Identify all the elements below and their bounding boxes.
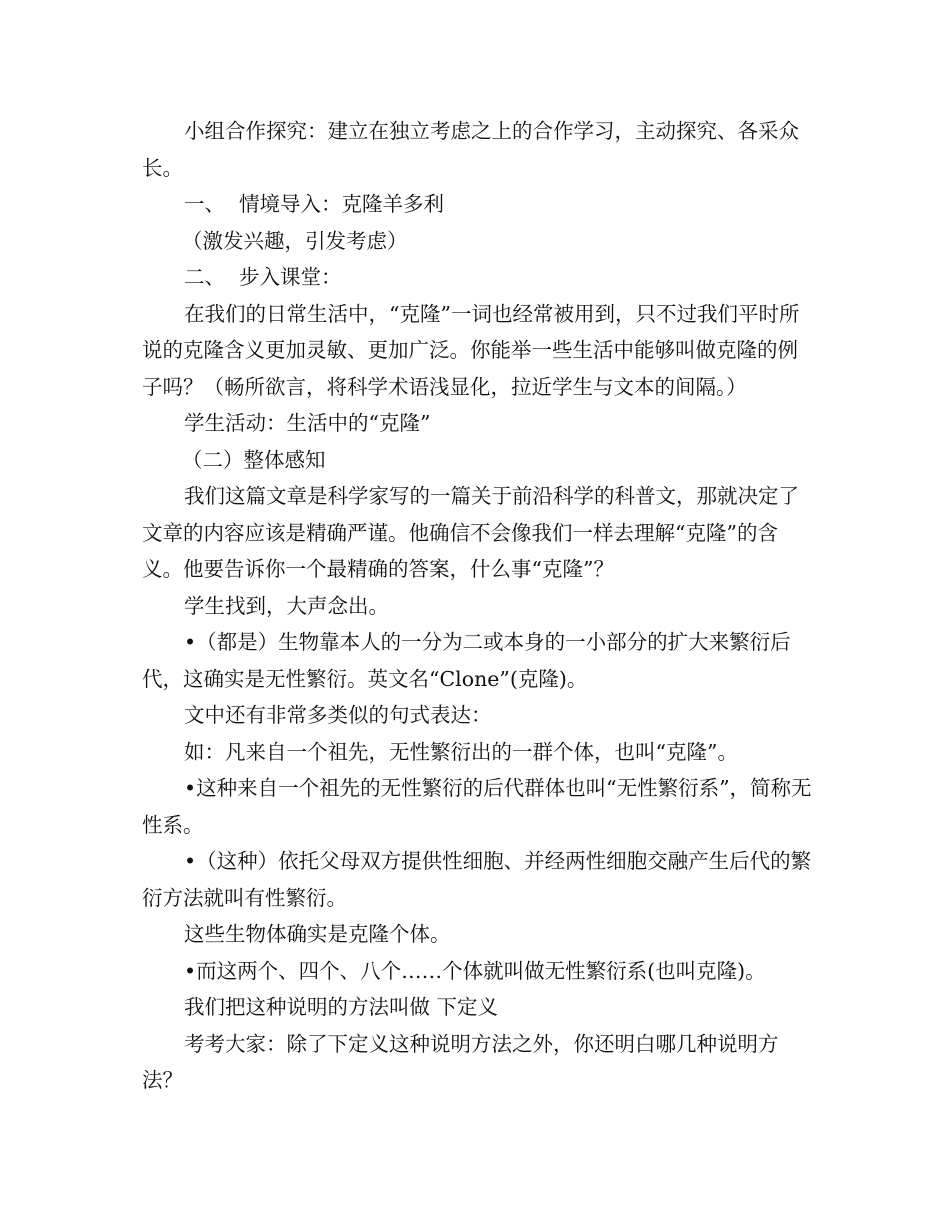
heading-number: 二、 xyxy=(184,265,225,289)
paragraph-definition-method: 我们把这种说明的方法叫做 下定义 xyxy=(184,995,499,1019)
paragraph-clone-individuals: 这些生物体确实是克隆个体。 xyxy=(184,922,451,946)
paragraph-science-article: 我们这篇文章是科学家写的一篇关于前沿科学的科普文，那就决定了文章的内容应该是精确严谨。他确信不会像我们一样去理解“克隆”的含义。他要告诉你一个最精确的答案，什么事“克隆”？ xyxy=(142,484,799,581)
heading-number: 一、 xyxy=(184,192,225,216)
heading-text: 情境导入：克隆羊多利 xyxy=(239,192,444,216)
bullet-asexual-reproduction: •（都是）生物靠本人的一分为二或本身的一小部分的扩大来繁衍后代，这确实是无性繁衍。英文名“Clone”(克隆)。 xyxy=(142,630,791,691)
bullet-two-four-eight: •而这两个、四个、八个……个体就叫做无性繁衍系(也叫克隆)。 xyxy=(184,958,766,983)
bullet-sexual-reproduction: •（这种）依托父母双方提供性细胞、并经两性细胞交融产生后代的繁衍方法就叫有性繁衍。 xyxy=(142,849,812,910)
paragraph-quiz-question: 考考大家：除了下定义这种说明方法之外，你还明白哪几种说明方法？ xyxy=(142,1031,779,1092)
paragraph-example-clone: 如：凡来自一个祖先，无性繁衍出的一群个体，也叫“克隆”。 xyxy=(184,739,738,764)
paragraph-stimulate-interest: （激发兴趣，引发考虑） xyxy=(182,228,408,253)
paragraph-group-inquiry: 小组合作探究：建立在独立考虑之上的合作学习，主动探究、各采众长。 xyxy=(142,119,799,180)
heading-situation-intro xyxy=(142,186,814,223)
paragraph-student-activity: 学生活动：生活中的“克隆” xyxy=(184,411,431,435)
heading-enter-class xyxy=(142,259,814,296)
heading-text: 步入课堂： xyxy=(239,265,342,289)
paragraph-similar-sentences: 文中还有非常多类似的句式表达： xyxy=(184,703,492,727)
paragraph-overall-perception: （二）整体感知 xyxy=(182,447,326,472)
paragraph-daily-life-clone: 在我们的日常生活中，“克隆”一词也经常被用到，只不过我们平时所说的克隆含义更加灵敏、更加广泛。你能举一些生活中能够叫做克隆的例子吗？（畅所欲言，将科学术语浅显化，拉近学生与文本的间隔。） xyxy=(142,301,800,399)
document-body xyxy=(142,113,814,1099)
bullet-asexual-line: •这种来自一个祖先的无性繁衍的后代群体也叫“无性繁衍系”，简称无性系。 xyxy=(142,776,812,837)
paragraph-students-find: 学生找到，大声念出。 xyxy=(184,593,389,618)
